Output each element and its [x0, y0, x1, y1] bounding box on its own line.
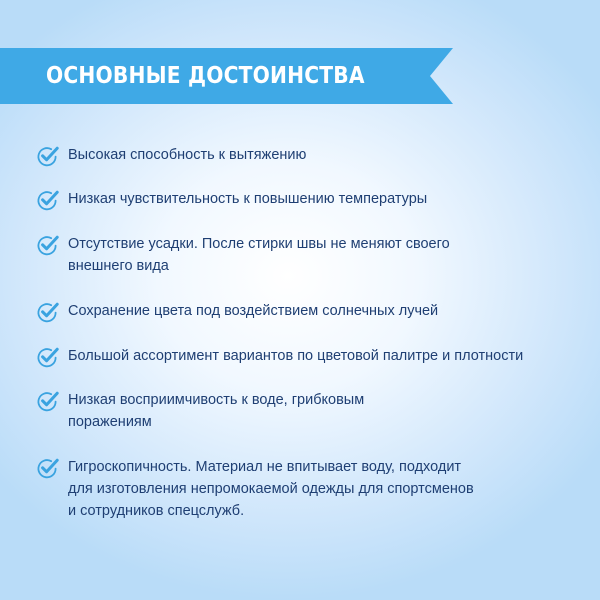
- checkmark-icon: [36, 188, 60, 212]
- checkmark-icon: [36, 233, 60, 257]
- feature-text: Высокая способность к вытяжению: [68, 147, 307, 163]
- feature-text: Низкая чувствительность к повышению температуры: [68, 191, 428, 207]
- checkmark-icon: [36, 144, 60, 168]
- checkmark-icon: [36, 300, 60, 324]
- checkmark-icon: [36, 389, 60, 413]
- feature-text: Сохранение цвета под воздействием солнечных лучей: [68, 303, 439, 319]
- checkmark-icon: [36, 456, 60, 480]
- feature-text: Низкая восприимчивость к воде, грибковым поражениям: [68, 392, 365, 430]
- page-title: ОСНОВНЫЕ ДОСТОИНСТВА: [46, 63, 365, 89]
- feature-text: Гигроскопичность. Материал не впитывает воду, подходит для изготовления непромокаемой одежды для спортсменов и сотрудников спецслужб.: [68, 459, 474, 519]
- checkmark-icon: [36, 345, 60, 369]
- feature-text: Отсутствие усадки. После стирки швы не меняют своего внешнего вида: [68, 236, 450, 274]
- feature-text: Большой ассортимент вариантов по цветовой палитре и плотности: [68, 348, 524, 364]
